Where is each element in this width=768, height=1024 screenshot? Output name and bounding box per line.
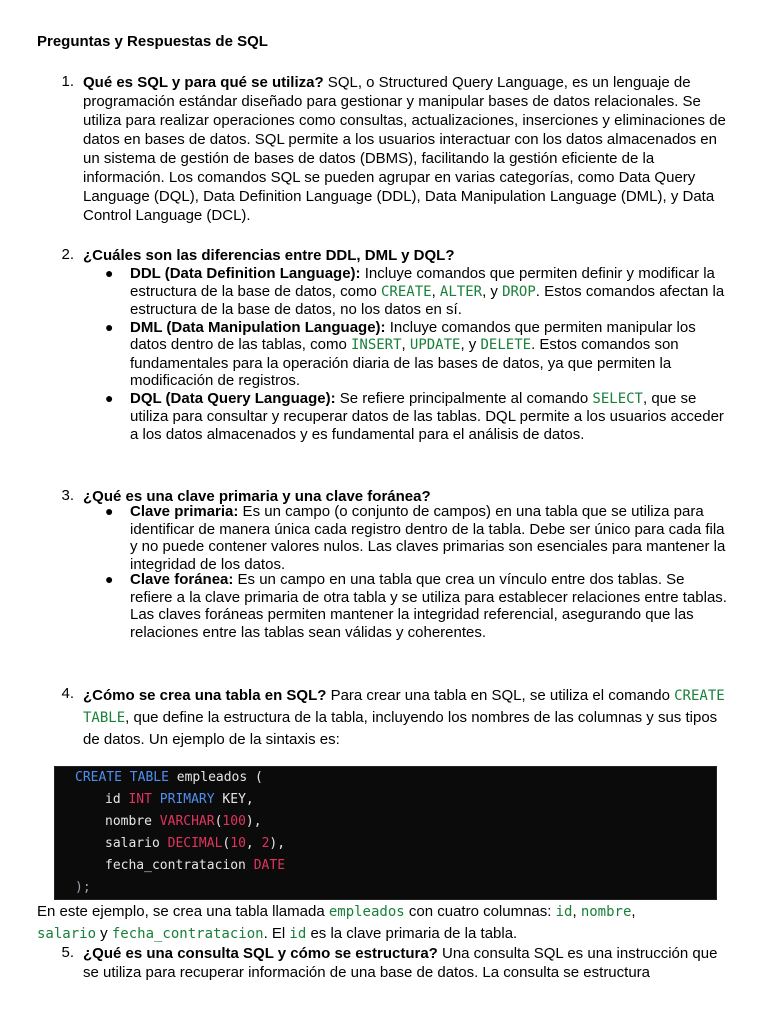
- inline-code: CREATE TABLE: [83, 688, 725, 726]
- bullet-text: ,: [401, 336, 410, 353]
- code-line: [105, 858, 285, 873]
- code-type: INT: [128, 792, 152, 807]
- q3-number: 3.: [61, 487, 74, 504]
- inline-code: fecha_contratacion: [111, 926, 264, 942]
- q5-answer: Una consulta SQL es una instrucción que se utiliza para recuperar información de una base de datos. La consulta se estructura: [83, 945, 718, 981]
- q1-answer: SQL, o Structured Query Language, es un lenguaje de programación estándar diseñado para gestionar y manipular bases de datos relacionales. Se utiliza para realizar operaciones como consultas, actualizaciones, inserciones y eliminaciones de datos en bases de datos. SQL permite a los usuarios interactuar con los datos almacenados en un sistema de gestión de bases de datos (DBMS), facilitando la gestión eficiente de la información. Los comandos SQL se pueden agrupar en varias categorías, como Data Query Language (DQL), Data Definition Language (DDL), Data Manipulation Language (DML), y Data Control Language (DCL).: [83, 74, 726, 224]
- code-line: [75, 770, 263, 785]
- q1-question: Qué es SQL y para qué se utiliza?: [83, 74, 324, 91]
- inline-code: id: [289, 926, 307, 942]
- code-text: salario: [105, 836, 160, 851]
- code-text: (: [214, 814, 223, 829]
- list-item: [105, 319, 730, 390]
- inline-code: nombre: [580, 904, 632, 920]
- q4-number: 4.: [61, 685, 74, 702]
- q2-number: 2.: [61, 246, 74, 263]
- inline-code: salario: [37, 926, 97, 942]
- code-keyword: CREATE: [75, 770, 122, 785]
- code-text: fecha_contratacion: [105, 858, 246, 873]
- bullet-icon: ●: [105, 503, 114, 519]
- code-text: (: [222, 836, 231, 851]
- list-item: [105, 503, 730, 573]
- code-line: [105, 836, 285, 851]
- bullet-icon: ●: [105, 265, 114, 281]
- bullet-text: . Estos comandos afectan la estructura de la base de datos, no los datos en sí.: [130, 282, 725, 318]
- bullet-text: , y: [460, 336, 481, 353]
- inline-code: DELETE: [480, 337, 532, 353]
- inline-code: CREATE: [380, 283, 432, 300]
- inline-code: SELECT: [592, 390, 643, 407]
- bullet-text: , y: [482, 282, 503, 300]
- q3-bullet-list: [105, 503, 730, 641]
- bullet-label: Clave foránea:: [130, 571, 234, 588]
- q5-question: ¿Qué es una consulta SQL y cómo se estructura?: [83, 945, 438, 962]
- bullet-text: Se refiere principalmente al comando: [335, 389, 593, 407]
- q3-question: ¿Qué es una clave primaria y una clave foránea?: [83, 488, 431, 505]
- inline-code: INSERT: [350, 337, 402, 353]
- code-text: ),: [269, 836, 286, 851]
- code-block: [54, 766, 717, 900]
- bullet-text: ,: [431, 282, 440, 300]
- q4-answer: , que define la estructura de la tabla, incluyendo los nombres de las columnas y sus tipos de datos. Un ejemplo de la sintaxis es:: [83, 709, 718, 748]
- explanation-text: es la clave primaria de la tabla.: [306, 925, 518, 942]
- q1-number: 1.: [61, 73, 74, 90]
- explanation-text: En este ejemplo, se crea una tabla llamada: [37, 903, 329, 920]
- q2-question: ¿Cuáles son las diferencias entre DDL, DML y DQL?: [83, 247, 455, 264]
- code-type: VARCHAR: [159, 814, 215, 829]
- bullet-label: DQL (Data Query Language):: [130, 389, 336, 407]
- explanation-text: y: [96, 925, 112, 942]
- bullet-label: DDL (Data Definition Language):: [130, 265, 361, 282]
- explanation-text: ,: [572, 903, 581, 920]
- bullet-icon: ●: [105, 571, 114, 587]
- document-title: Preguntas y Respuestas de SQL: [37, 33, 268, 50]
- inline-code: UPDATE: [409, 337, 461, 353]
- bullet-text: Incluye comandos que permiten definir y modificar la estructura de la base de datos, como: [130, 265, 715, 300]
- list-item: [105, 571, 730, 641]
- code-type: DATE: [253, 858, 286, 873]
- explanation-text: ,: [631, 903, 636, 920]
- bullet-icon: ●: [105, 318, 114, 335]
- code-number: 10: [230, 836, 246, 851]
- q4-answer: Para crear una tabla en SQL, se utiliza el comando: [326, 687, 675, 704]
- code-text: empleados (: [168, 770, 263, 785]
- code-type: DECIMAL: [167, 836, 223, 851]
- explanation-text: . El: [263, 925, 290, 942]
- q1-paragraph: [83, 73, 728, 225]
- bullet-text: Es un campo en una tabla que crea un vínculo entre dos tablas. Se refiere a la clave primaria de otra tabla y se utiliza para establecer relaciones entre tablas. Las claves foráneas permiten mantener la integridad referencial, asegurando que las relaciones entre las tablas sean válidas y coherentes.: [130, 571, 727, 641]
- inline-code: id: [555, 904, 573, 920]
- bullet-text: Incluye comandos que permiten manipular los datos dentro de las tablas, como: [130, 318, 696, 353]
- explanation-text: con cuatro columnas:: [404, 903, 556, 920]
- bullet-label: DML (Data Manipulation Language):: [130, 318, 386, 336]
- code-number: 100: [222, 814, 246, 829]
- code-line: );: [75, 880, 91, 895]
- code-text: id: [105, 792, 121, 807]
- bullet-text: , que se utiliza para consultar y recuperar datos de las tablas. DQL permite a los usuarios acceder a los datos almacenados y es fundamental para el análisis de datos.: [130, 389, 724, 443]
- inline-code: DROP: [502, 283, 536, 300]
- code-text: KEY,: [214, 792, 254, 807]
- q4-paragraph: [83, 685, 728, 750]
- code-number: 2: [261, 836, 270, 851]
- code-text: ),: [245, 814, 262, 829]
- code-text: ,: [245, 836, 262, 851]
- inline-code: empleados: [328, 904, 405, 920]
- bullet-text: . Estos comandos son fundamentales para la operación diaria de las bases de datos, ya que permiten la modificación de registros.: [130, 336, 679, 389]
- q2-bullet-list: [105, 265, 730, 443]
- code-text: nombre: [105, 814, 152, 829]
- code-keyword: TABLE: [129, 770, 169, 785]
- example-explanation: [37, 901, 727, 945]
- bullet-text: Es un campo (o conjunto de campos) en una tabla que se utiliza para identificar de manera única cada registro dentro de la tabla. Debe ser único para cada fila y no puede contener valores nulos. Las claves primarias son esenciales para mantener la integridad de los datos.: [130, 503, 726, 573]
- inline-code: ALTER: [439, 283, 483, 300]
- code-line: [105, 792, 254, 807]
- bullet-label: Clave primaria:: [130, 503, 239, 520]
- list-item: [105, 265, 730, 319]
- q4-question: ¿Cómo se crea una tabla en SQL?: [83, 687, 327, 704]
- list-item: [105, 390, 730, 444]
- q5-number: 5.: [61, 944, 74, 961]
- bullet-icon: ●: [105, 389, 114, 406]
- code-line: [105, 814, 262, 829]
- code-keyword: PRIMARY: [159, 792, 215, 807]
- q5-paragraph: [83, 944, 728, 982]
